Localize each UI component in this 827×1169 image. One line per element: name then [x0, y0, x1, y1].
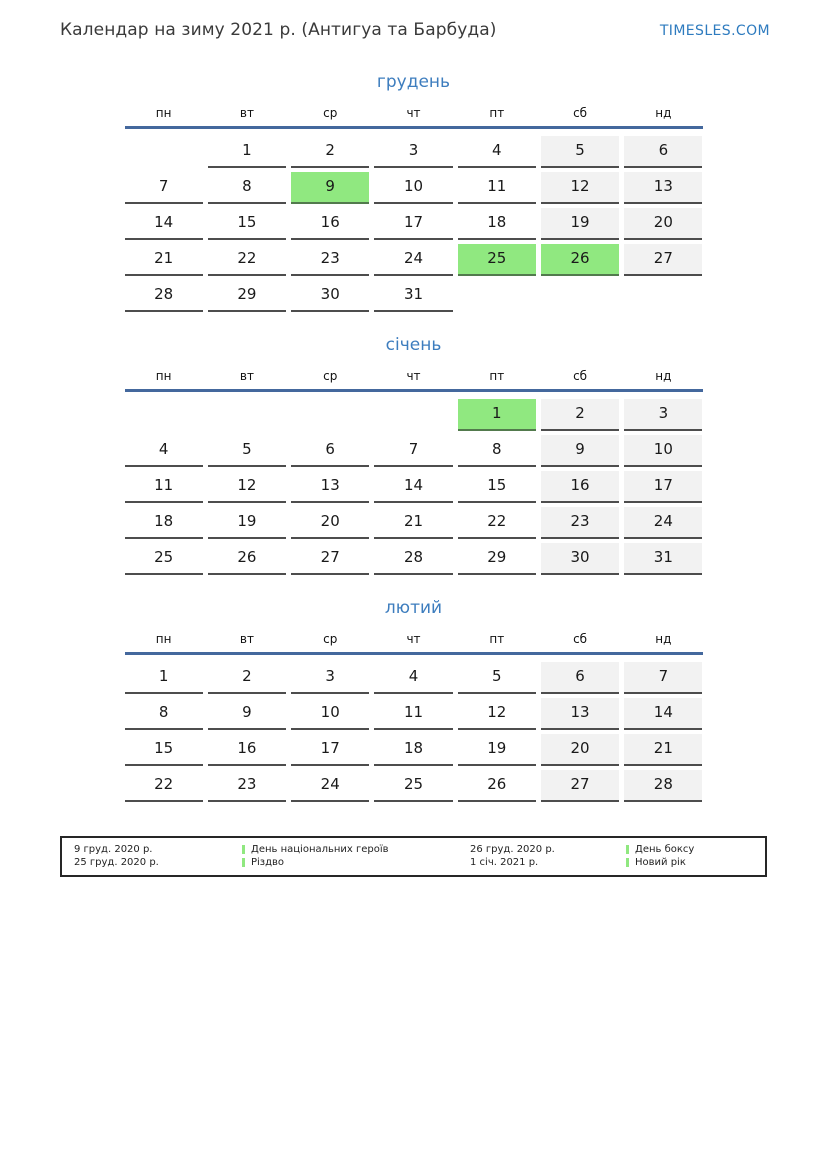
day-cell: 25 [374, 770, 452, 802]
day-cell: 28 [374, 543, 452, 575]
day-cell-holiday: 26 [541, 244, 619, 276]
day-cell: 4 [458, 136, 536, 168]
day-cell: 11 [458, 172, 536, 204]
holiday-name [626, 856, 757, 869]
day-cell: 8 [208, 172, 286, 204]
day-cell: 13 [291, 471, 369, 503]
weekday-label: пн [155, 632, 172, 646]
day-cell: 19 [458, 734, 536, 766]
day-cell: 25 [125, 543, 203, 575]
day-cell: 10 [374, 172, 452, 204]
day-cell: 3 [291, 662, 369, 694]
day-cell: 2 [208, 662, 286, 694]
holiday-date: 26 груд. 2020 р. [470, 844, 555, 855]
weekday-label: чт [406, 106, 421, 120]
day-cell: 3 [624, 399, 702, 431]
holiday-name [242, 856, 470, 869]
day-cell: 21 [125, 244, 203, 276]
day-cell-holiday: 25 [458, 244, 536, 276]
day-cell: 22 [208, 244, 286, 276]
month-title: січень [385, 335, 442, 355]
holiday-name-label: День боксу [635, 844, 695, 855]
day-cell: 28 [125, 280, 203, 312]
day-cell-empty [291, 399, 369, 431]
day-cell: 12 [458, 698, 536, 730]
day-cell: 2 [541, 399, 619, 431]
day-cell: 14 [374, 471, 452, 503]
day-cell: 7 [374, 435, 452, 467]
day-cell: 28 [624, 770, 702, 802]
day-cell: 23 [291, 244, 369, 276]
calendars [125, 72, 703, 825]
weekday-label: сб [573, 106, 588, 120]
day-cell-empty [374, 399, 452, 431]
day-cell: 15 [208, 208, 286, 240]
day-cell: 16 [291, 208, 369, 240]
day-cell: 24 [291, 770, 369, 802]
holiday-name-label: Новий рік [635, 857, 686, 868]
day-cell: 12 [208, 471, 286, 503]
legend-dates-column [74, 843, 242, 869]
holiday-date: 25 груд. 2020 р. [74, 857, 159, 868]
day-cell: 18 [374, 734, 452, 766]
weekday-label: пт [489, 632, 505, 646]
month-лютий [125, 598, 703, 802]
weekday-header-row [125, 106, 703, 129]
day-cell: 21 [624, 734, 702, 766]
day-cell: 8 [458, 435, 536, 467]
day-cell: 4 [374, 662, 452, 694]
day-cell-empty [624, 280, 702, 312]
day-cell: 22 [458, 507, 536, 539]
day-cell: 12 [541, 172, 619, 204]
day-cell-empty [208, 399, 286, 431]
day-cell: 27 [541, 770, 619, 802]
weekday-label: чт [406, 369, 421, 383]
legend-names-column [242, 843, 470, 869]
holiday-marker-icon [242, 858, 245, 867]
day-cell: 6 [624, 136, 702, 168]
day-cell: 11 [125, 471, 203, 503]
holiday-date: 1 січ. 2021 р. [470, 857, 539, 868]
day-cell-empty [125, 399, 203, 431]
weekday-label: пт [489, 106, 505, 120]
day-cell: 16 [541, 471, 619, 503]
month-грудень [125, 72, 703, 312]
day-cell: 20 [541, 734, 619, 766]
day-cell: 20 [291, 507, 369, 539]
weekday-label: чт [406, 632, 421, 646]
day-cell-empty [125, 136, 203, 168]
day-cell: 5 [458, 662, 536, 694]
day-cell: 10 [291, 698, 369, 730]
day-cell: 17 [291, 734, 369, 766]
day-cell: 1 [208, 136, 286, 168]
weekday-label: пт [489, 369, 505, 383]
day-cell: 10 [624, 435, 702, 467]
day-cell: 1 [125, 662, 203, 694]
day-cell: 7 [624, 662, 702, 694]
holiday-legend [60, 836, 767, 877]
weekday-label: пн [155, 106, 172, 120]
day-cell: 5 [208, 435, 286, 467]
day-cell: 11 [374, 698, 452, 730]
day-cell-holiday: 9 [291, 172, 369, 204]
day-cell-empty [541, 280, 619, 312]
day-cell: 26 [458, 770, 536, 802]
weekday-label: вт [239, 632, 254, 646]
month-січень [125, 335, 703, 575]
day-cell: 23 [208, 770, 286, 802]
weekday-label: нд [655, 106, 672, 120]
day-grid [125, 392, 703, 575]
day-cell: 30 [541, 543, 619, 575]
weekday-label: нд [655, 369, 672, 383]
weekday-label: ср [323, 369, 338, 383]
day-cell: 29 [458, 543, 536, 575]
holiday-name-label: Різдво [251, 857, 285, 868]
holiday-marker-icon [626, 845, 629, 854]
holiday-marker-icon [626, 858, 629, 867]
day-cell: 2 [291, 136, 369, 168]
brand-link[interactable]: TIMESLES.COM [659, 23, 770, 39]
day-cell: 30 [291, 280, 369, 312]
legend-names-column [626, 843, 757, 869]
weekday-label: пн [155, 369, 172, 383]
day-cell: 15 [125, 734, 203, 766]
day-cell: 17 [624, 471, 702, 503]
day-cell: 27 [291, 543, 369, 575]
day-cell-holiday: 1 [458, 399, 536, 431]
day-grid [125, 129, 703, 312]
holiday-name [626, 843, 757, 856]
day-cell: 21 [374, 507, 452, 539]
day-cell: 26 [208, 543, 286, 575]
day-cell: 18 [125, 507, 203, 539]
legend-dates-column [470, 843, 626, 869]
day-cell: 19 [541, 208, 619, 240]
day-grid [125, 655, 703, 802]
day-cell: 31 [624, 543, 702, 575]
day-cell: 24 [374, 244, 452, 276]
day-cell: 15 [458, 471, 536, 503]
day-cell: 8 [125, 698, 203, 730]
day-cell: 29 [208, 280, 286, 312]
day-cell: 6 [541, 662, 619, 694]
day-cell: 6 [291, 435, 369, 467]
weekday-label: ср [323, 632, 338, 646]
weekday-label: вт [239, 106, 254, 120]
day-cell: 13 [541, 698, 619, 730]
weekday-label: сб [573, 369, 588, 383]
day-cell: 14 [125, 208, 203, 240]
day-cell: 24 [624, 507, 702, 539]
holiday-marker-icon [242, 845, 245, 854]
day-cell: 5 [541, 136, 619, 168]
day-cell: 13 [624, 172, 702, 204]
weekday-label: сб [573, 632, 588, 646]
page-header [60, 20, 770, 40]
day-cell: 20 [624, 208, 702, 240]
day-cell: 27 [624, 244, 702, 276]
day-cell: 9 [541, 435, 619, 467]
holiday-name-label: День національних героїв [251, 844, 389, 855]
day-cell: 3 [374, 136, 452, 168]
weekday-label: вт [239, 369, 254, 383]
day-cell: 18 [458, 208, 536, 240]
day-cell: 19 [208, 507, 286, 539]
day-cell: 9 [208, 698, 286, 730]
page-title: Календар на зиму 2021 р. (Антигуа та Барбуда) [60, 20, 497, 40]
day-cell: 31 [374, 280, 452, 312]
holiday-date: 9 груд. 2020 р. [74, 844, 153, 855]
day-cell: 22 [125, 770, 203, 802]
holiday-name [242, 843, 470, 856]
day-cell: 14 [624, 698, 702, 730]
weekday-label: ср [323, 106, 338, 120]
day-cell-empty [458, 280, 536, 312]
weekday-header-row [125, 369, 703, 392]
weekday-header-row [125, 632, 703, 655]
day-cell: 7 [125, 172, 203, 204]
day-cell: 16 [208, 734, 286, 766]
weekday-label: нд [655, 632, 672, 646]
day-cell: 17 [374, 208, 452, 240]
day-cell: 4 [125, 435, 203, 467]
month-title: лютий [384, 598, 443, 618]
month-title: грудень [376, 72, 451, 92]
day-cell: 23 [541, 507, 619, 539]
